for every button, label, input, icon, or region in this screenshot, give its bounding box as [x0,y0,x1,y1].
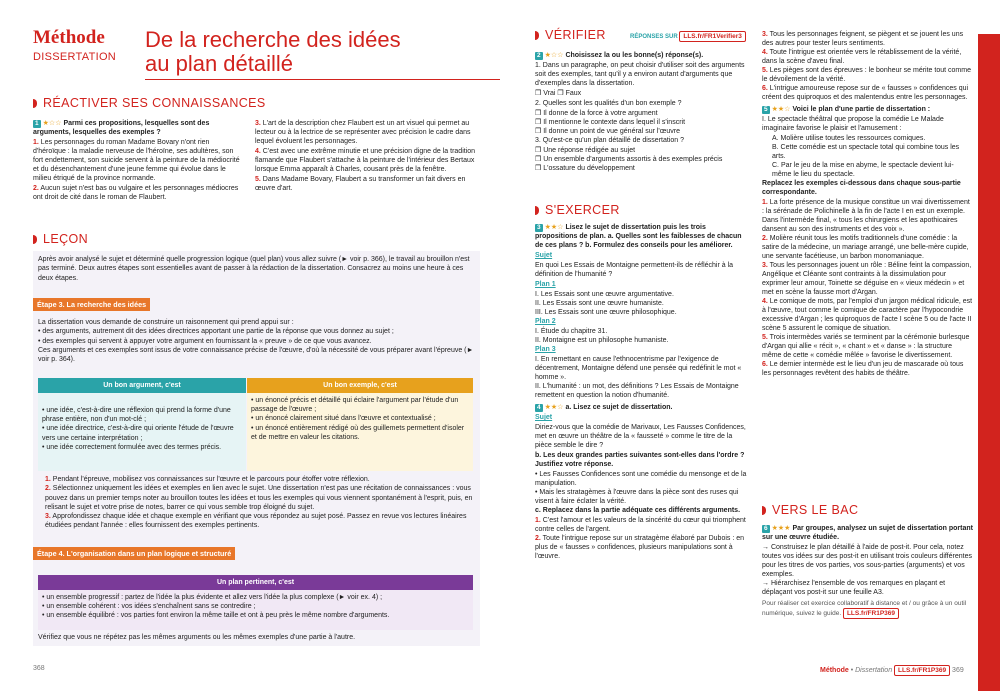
list-item: 1. Pendant l'épreuve, mobilisez vos connaissances sur l'œuvre et le parcours pour étoffer votre réflexion. [45,476,370,483]
checkbox-option[interactable]: ❒ Il donne de la force à votre argument [535,110,658,117]
section-exercer [535,203,620,217]
bullet: • des exemples qui servent à appuyer votre argument en fournissant la « preuve » de ce que vous avancez. [38,337,372,345]
section-vers-le-bac [762,503,858,517]
checkbox-option[interactable]: ❒ Vrai ❒ Faux [535,90,582,97]
checkbox-option[interactable]: ❒ Il donne un point de vue général sur l'œuvre [535,128,680,135]
checkbox-option[interactable]: ❒ Un ensemble d'arguments assortis à des exemples précis [535,156,723,163]
plan-label: Plan 3 [535,346,556,353]
list-item: 1. Les personnages du roman Madame Bovary n'ont rien d'héroïque : la maladie nerveuse de l'héroïne, ses adultères, son fort endettement, son suicide servent à la peinture de la médiocrité et du désenchantement d'une jeune femme qui évolue dans le milieu étriqué de la province normande. [33,139,240,182]
answers-label: RÉPONSES SUR [630,34,678,40]
paragraph: La dissertation vous demande de construire un raisonnement qui prend appui sur : [38,319,294,326]
subject-label: Sujet [535,252,553,259]
instruction: Replacez les exemples ci-dessous dans chaque sous-partie correspondante. [762,180,961,196]
list-item: 3. Tous les personnages feignent, se piègent et se jouent les uns des autres pour tester leurs sentiments. [762,31,964,47]
section-heading: S'EXERCER [545,203,620,217]
exercise-prompt: a. Lisez ce sujet de dissertation. [565,404,673,411]
title-line-2: au plan détaillé [145,51,294,76]
checkbox-option[interactable]: ❒ Une réponse rédigée au sujet [535,147,636,154]
list-item: → Hiérarchisez l'ensemble de vos remarques en plaçant et déplaçant vos post-it sur une feuille A3. [762,580,946,596]
answers-link[interactable]: LLS.fr/FR1Verifier3 [679,31,746,42]
table-header-argument: Un bon argument, c'est [38,378,246,393]
plan-subitem: B. Cette comédie est un spectacle total qui combine tous les arts. [772,144,960,160]
paragraph: Ces arguments et ces exemples sont issus de votre connaissance précise de l'œuvre, d'où la nécessité de vous préparer avant l'épreuve (► voir p. 364). [38,346,474,364]
section-heading: RÉACTIVER SES CONNAISSANCES [43,96,266,110]
list-item: → Construisez le plan détaillé à l'aide de post-it. Pour cela, notez toutes vos idées sur des post-it en utilisant trois couleurs différentes pour les titres de vos parties, vos sous-parties (arguments) et vos exemples. [762,544,972,578]
list-item: • un énoncé clairement situé dans l'œuvre et contextualisé ; [251,415,436,423]
plan-label: Plan 2 [535,318,556,325]
list-item: 3. Approfondissez chaque idée et chaque exemple en vérifiant que vous répondez au sujet posé. Passez en revue vos lectures linéaires étudiées pendant l'année : elles fournissent des exemples pertinents. [45,513,467,530]
verifier-content [535,51,747,173]
section-marker-icon [33,99,37,108]
exercise-number: 5 [764,106,768,113]
list-item: • un énoncé entièrement rédigé où des guillemets permettent d'isoler et de mettre en valeur les citations. [251,424,465,441]
list-item: 4. C'est avec une extrême minutie et une précision digne de la tradition flamande que Flaubert s'attache à la peinture de l'intérieur des Bertaux lorsque Emma apparaît à Charles, cousant près de la fenêtre. [255,148,476,173]
plan-item: I. Étude du chapitre 31. [535,328,608,335]
section-heading: LEÇON [43,232,89,246]
question: 1. Dans un paragraphe, on peut choisir d'utiliser soit des arguments soit des exemples, tant qu'il y a environ autant d'arguments que d'exemples dans la dissertation. [535,62,745,87]
method-subkicker: DISSERTATION [33,51,117,63]
section-marker-icon [535,31,539,40]
plan-item: III. Les Essais sont une œuvre philosophique. [535,309,677,316]
page-number: 369 [952,667,964,674]
answers-link-row [630,31,746,42]
exercise-prompt: Lisez le sujet de dissertation puis les trois propositions de plan. a. Quelles sont les faiblesses de chacun de ces plans ? b. Formulez des conseils pour les améliorer. [535,224,742,249]
section-lecon [33,232,88,246]
list-item: • une idée correctement formulée avec des termes précis. [42,443,222,451]
plan-item: II. Montaigne est un philosophe humaniste. [535,337,669,344]
difficulty-stars-icon: ★★☆ [544,224,564,231]
list-item: 5. Trois intermèdes variés se terminent par la cérémonie burlesque d'Argan qui allie « récit », « chant » et « danse » : la structure même de cette « comédie mêlée » favorise le divertissement. [762,334,970,359]
footer-label: Méthode • Dissertation LLS.fr/FR1P369 369 [820,667,964,674]
section-reactiver [33,96,266,110]
difficulty-stars-icon: ★★☆ [544,404,564,411]
exercise-number: 4 [537,404,541,411]
list-item: 1. La forte présence de la musique constitue un vrai divertissement : la sérénade de Polichinelle à la fin de l'acte I en est un exemple. Dans l'intermède final, « tous les chirurgiens et les apothicaires dansent au son des instruments et des voix ». [762,199,970,233]
exercise-prompt: Choisissez la ou les bonne(s) réponse(s). [565,52,704,59]
plan-item: I. Les Essais sont une œuvre argumentative. [535,291,674,298]
plan-label: Plan 1 [535,281,556,288]
table-cell-argument [38,393,246,471]
section-marker-icon [535,206,539,215]
exercise-number: 1 [35,120,39,127]
list-item: 5. Les pièges sont des épreuves : le bonheur se mérite tout comme le dévoilement de la vérité. [762,67,971,83]
step-3-banner: Étape 3. La recherche des idées [33,298,150,311]
exercise-prompt: Par groupes, analysez un sujet de dissertation portant sur une œuvre étudiée. [762,525,973,541]
footer-link[interactable]: LLS.fr/FR1P369 [894,665,950,676]
collab-note: Pour réaliser cet exercice collaboratif à distance et / ou grâce à un outil numérique, suivez le guide. LLS.fr/FR1P369 [762,600,967,617]
lesson-intro: Après avoir analysé le sujet et déterminé quelle progression logique (quel plan) vous allez suivre (► voir p. 366), le travail au brouillon n'est pas terminé. Deux autres étapes sont essentielles avant de passer à la rédaction de la dissertation. Consacrez au moins une heure à ces deux étapes. [38,256,470,282]
difficulty-stars-icon: ★★★ [771,525,791,532]
section-verifier [535,28,606,42]
list-item: 2. Molière réunit tous les motifs traditionnels d'une comédie : la satire de la médecine, un mariage arrangé, une belle-mère cupide, une servante facétieuse, un barbon monomaniaque. [762,235,969,260]
subject-text: Diriez-vous que la comédie de Marivaux, Les Fausses Confidences, met en œuvre un théâtre de la « fausseté » comme le titre de la pièce semble le dire ? [535,424,746,449]
exercise-number: 3 [537,224,541,231]
list-item: 6. Le dernier intermède est le lieu d'un jeu de mascarade où tous les personnages revêtent des habits de théâtre. [762,361,964,377]
page-title [145,28,505,76]
plan-subitem: C. Par le jeu de la mise en abyme, le spectacle devient lui-même le lieu du spectacle. [772,162,954,178]
right-page [500,0,1000,691]
list-item: 2. Sélectionnez uniquement les idées et exemples en lien avec le sujet. Une dissertation n'est pas une récitation de connaissances : vous pouvez dans un premier temps noter au brouillon toutes les idées et tous les exemples qui vous viennent spontanément à l'esprit, puis, en relisant le sujet et votre prise de notes, barrer ce qui vous semble trop éloigné du sujet. [45,485,473,511]
list-item: • un ensemble progressif : partez de l'idée la plus évidente et allez vers l'idée la plus complexe (► voir ex. 4) ; [42,594,383,601]
reactiver-col-left [33,119,243,203]
list-item: • Mais les stratagèmes à l'œuvre dans la pièce sont des ruses qui visent à faire éclater la vérité. [535,489,739,505]
guide-link[interactable]: LLS.fr/FR1P369 [843,608,899,619]
list-item: • un ensemble équilibré : vos parties font environ la même taille et ont à peu près le même nombre d'arguments. [42,612,390,620]
list-item: 3. Tous les personnages jouent un rôle : Béline feint la compassion, Angélique et Cléante sont contraints à la dissimulation pour exprimer leur amour, Toinette se déguise en « vieux médecin » et met en scène la fausse mort d'Argan. [762,262,972,296]
exercer-content [535,223,747,561]
step-3-checklist [45,475,475,531]
subject-label: Sujet [535,414,553,421]
exercise-number: 6 [764,525,768,532]
difficulty-stars-icon: ★☆☆ [544,52,564,59]
question: 3. Qu'est-ce qu'un plan détaillé de dissertation ? [535,137,684,144]
list-item: 4. Toute l'intrigue est orientée vers le rétablissement de la vérité, dans la scène d'aveu final. [762,49,962,65]
list-item: 5. Dans Madame Bovary, Flaubert a su transformer un fait divers en œuvre d'art. [255,176,466,192]
checkbox-option[interactable]: ❒ Il mentionne le contexte dans lequel il s'inscrit [535,119,686,126]
title-divider [145,79,500,80]
list-item: • une idée, c'est-à-dire une réflexion qui prend la forme d'une phrase entière, non d'un mot-clé ; [42,407,231,424]
method-kicker: Méthode [33,27,105,48]
plan-item: II. L'humanité : un mot, des définitions ? Les Essais de Montaigne remettent en question la notion d'humanité. [535,383,739,399]
vers-le-bac-content [762,524,973,620]
step-3-content [38,318,476,364]
step-4-banner: Étape 4. L'organisation dans un plan logique et structuré [33,547,235,560]
question: 2. Quelles sont les qualités d'un bon exemple ? [535,100,682,107]
section-marker-icon [33,235,37,244]
question: b. Les deux grandes parties suivantes sont-elles dans l'ordre ? Justifiez votre réponse. [535,452,745,468]
list-item: • un énoncé précis et détaillé qui éclaire l'argument par l'étude d'un passage de l'œuvre ; [251,397,459,414]
list-item: 1. C'est l'amour et les valeurs de la sincérité du cœur qui triomphent contre celles de l'argent. [535,517,746,533]
list-item: • une idée directrice, c'est-à-dire qui oriente l'étude de l'œuvre vers une certaine interprétation ; [42,425,234,442]
checkbox-option[interactable]: ❒ L'ossature du développement [535,165,635,172]
exercise-number: 2 [537,52,541,59]
subject-text: En quoi Les Essais de Montaigne permettent-ils de réfléchir à la définition de l'humanité ? [535,262,734,278]
reactiver-col-right [255,119,480,194]
list-item: 4. Le comique de mots, par l'emploi d'un jargon médical ridicule, est à l'œuvre, tout comme le comique de caractère par l'hypocondrie excessive d'Argan ; les quiproquos de l'acte I scène 5 ou de l'acte II scène 5 assurent le comique de situation. [762,298,973,332]
difficulty-stars-icon: ★☆☆ [42,120,62,127]
section-heading: VÉRIFIER [545,28,606,42]
plan-table-header: Un plan pertinent, c'est [38,575,473,590]
section-heading: VERS LE BAC [772,503,859,517]
plan-item: I. En remettant en cause l'ethnocentrisme par l'exigence de décentrement, Montaigne défend une pensée qui redéfinit le mot « homme ». [535,356,742,381]
list-item: 2. Toute l'intrigue repose sur un stratagème élaboré par Dubois : en plus de « fausses » confidences, plusieurs manipulations sont à l'œuvre. [535,535,745,560]
bullet: • des arguments, autrement dit des idées directrices apportant une partie de la réponse que vous donnez au sujet ; [38,328,394,336]
lesson-closing: Vérifiez que vous ne répétez pas les mêmes arguments ou les mêmes exemples d'une partie à l'autre. [38,634,356,641]
table-cell-example [247,393,473,471]
exercise-prompt: Parmi ces propositions, lesquelles sont des arguments, lesquelles des exemples ? [33,120,210,136]
exercise-prompt: Voici le plan d'une partie de dissertation : [792,106,931,113]
question: c. Replacez dans la partie adéquate ces différents arguments. [535,507,741,514]
plan-item: I. Le spectacle théâtral que propose la comédie Le Malade imaginaire favorise le plaisir et l'amusement : [762,116,944,132]
list-item: 6. L'intrigue amoureuse repose sur de « fausses » confidences qui créent des quiproquos et des malentendus entre les personnages. [762,85,969,101]
page-number: 368 [33,665,45,672]
plan-table-cell [38,590,473,630]
list-item: 3. L'art de la description chez Flaubert est un art visuel qui permet au lecteur ou à la lectrice de se représenter avec précision le cadre dans lequel évoluent les personnages. [255,120,471,145]
list-item: 2. Aucun sujet n'est bas ou vulgaire et les personnages médiocres ont droit de cité dans le roman de Flaubert. [33,185,239,201]
title-line-1: De la recherche des idées [145,27,401,52]
difficulty-stars-icon: ★★☆ [771,106,791,113]
section-marker-icon [762,506,766,515]
table-header-example: Un bon exemple, c'est [247,378,473,393]
list-item: • Les Fausses Confidences sont une comédie du mensonge et de la manipulation. [535,471,747,487]
list-item: • un ensemble cohérent : vos idées s'enchaînent sans se contredire ; [42,603,256,611]
plan-item: II. Les Essais sont une œuvre humaniste. [535,300,664,307]
chapter-tab [978,34,1000,691]
column-4 [762,30,973,378]
plan-subitem: A. Molière utilise toutes les ressources comiques. [772,135,926,142]
